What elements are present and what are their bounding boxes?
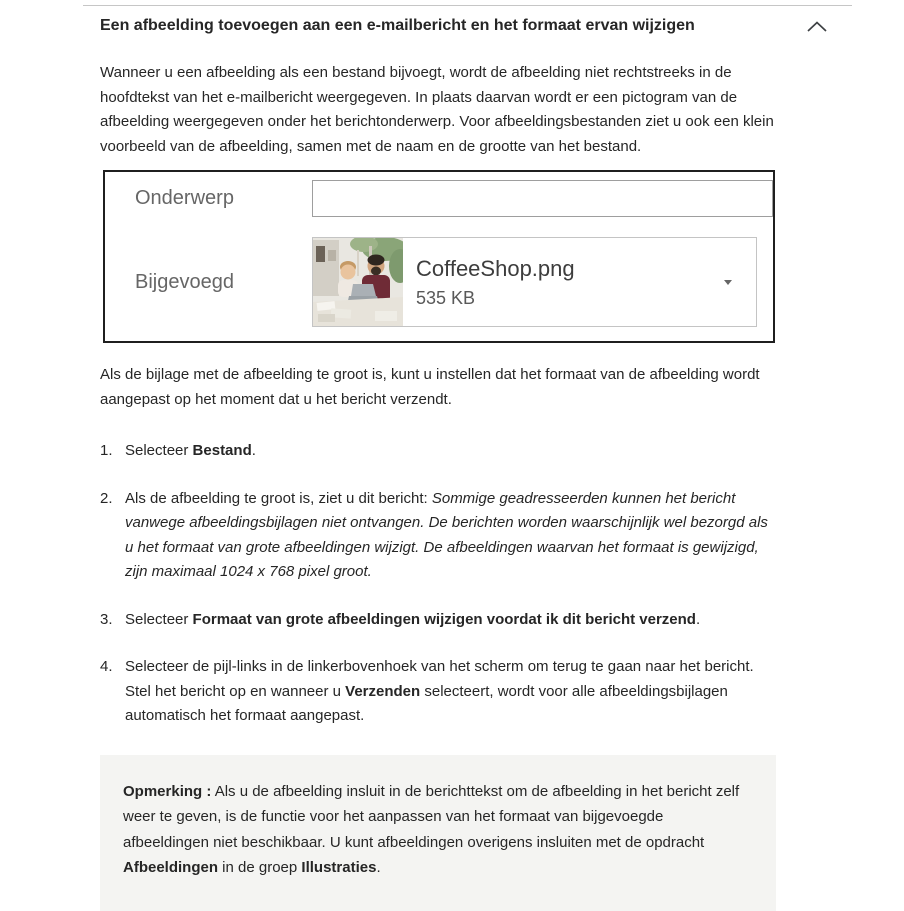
step-item bbox=[100, 439, 776, 464]
text-segment: Formaat van grote afbeeldingen wijzigen voordat ik dit bericht verzend bbox=[192, 610, 696, 628]
step-item bbox=[100, 487, 776, 585]
text-segment: Afbeeldingen bbox=[123, 859, 219, 876]
collapse-button[interactable] bbox=[802, 18, 832, 35]
chevron-up-icon bbox=[806, 21, 828, 36]
steps-list bbox=[100, 439, 776, 729]
step-number: 4. bbox=[100, 658, 113, 675]
subject-label: Onderwerp bbox=[135, 187, 234, 209]
text-segment: Bestand bbox=[192, 442, 252, 459]
caret-down-icon[interactable] bbox=[724, 280, 732, 285]
step-item bbox=[100, 655, 776, 729]
text-segment: . bbox=[251, 442, 256, 459]
step-number: 2. bbox=[100, 489, 113, 507]
note-text bbox=[123, 783, 739, 877]
subject-row bbox=[135, 180, 773, 217]
text-segment: Illustraties bbox=[301, 859, 377, 876]
text-segment: Opmerking : bbox=[123, 782, 212, 800]
step-number: 1. bbox=[100, 442, 113, 459]
text-segment: selecteert, wordt voor alle afbeeldingsbijlagen automatisch het formaat aangepast. bbox=[125, 682, 728, 724]
section-divider bbox=[83, 5, 852, 6]
body-paragraph: Als de bijlage met de afbeelding te groot is, kunt u instellen dat het formaat van de afbeelding wordt aangepast op het moment dat u het bericht verzendt. bbox=[100, 366, 760, 408]
step-text bbox=[125, 655, 776, 729]
step-text bbox=[125, 439, 776, 464]
text-segment: Sommige geadresseerden kunnen het bericht vanwege afbeeldingsbijlagen niet ontvangen. De berichten worden waarschijnlijk wel bezorgd als u het formaat van grote afbeeldingen wijzigt. De afbeeldingen waarvan het formaat is gewijzigd, zijn maximaal 1024 x 768 pixel groot. bbox=[125, 489, 768, 580]
text-segment: in de groep bbox=[218, 859, 302, 876]
text-segment: Selecteer bbox=[125, 442, 193, 459]
text-segment: . bbox=[376, 859, 381, 876]
text-segment: Selecteer bbox=[125, 610, 193, 628]
attachment-filesize: 535 KB bbox=[416, 287, 476, 308]
text-segment: Als de afbeelding te groot is, ziet u dit bericht: bbox=[125, 489, 432, 507]
subject-input[interactable] bbox=[312, 180, 773, 217]
text-segment: Selecteer de pijl-links in de linkerbovenhoek van het scherm om terug te gaan naar het bericht. Stel het bericht op en wanneer u bbox=[125, 658, 754, 700]
step-text bbox=[125, 487, 776, 585]
section-title: Een afbeelding toevoegen aan een e-mailbericht en het formaat ervan wijzigen bbox=[100, 17, 695, 34]
attachment-thumbnail-icon bbox=[313, 238, 403, 326]
attachment-info bbox=[403, 256, 575, 309]
attachment-filename: CoffeeShop.png bbox=[416, 255, 575, 281]
text-segment: Verzenden bbox=[345, 682, 421, 700]
step-text bbox=[125, 608, 776, 633]
intro-paragraph: Wanneer u een afbeelding als een bestand bijvoegt, wordt de afbeelding niet rechtstreeks in de hoofdtekst van het e-mailbericht weergegeven. In plaats daarvan wordt er een pictogram van de afbeelding weergegeven onder het berichtonderwerp. Voor afbeeldingsbestanden ziet u ook een klein voorbeeld van de afbeelding, samen met de naam en de grootte van het bestand. bbox=[100, 64, 774, 155]
attached-row bbox=[135, 237, 773, 327]
step-number: 3. bbox=[100, 610, 113, 628]
attachment-card[interactable] bbox=[312, 237, 757, 327]
email-example-box bbox=[103, 170, 775, 343]
article-section bbox=[100, 0, 776, 911]
step-item bbox=[100, 608, 776, 633]
text-segment: . bbox=[695, 610, 701, 628]
text-segment: Als u de afbeelding insluit in de berichttekst om de afbeelding in het bericht zelf weer te geven, is de functie voor het aanpassen van het formaat van bijgevoegde afbeeldingen niet beschikbaar. U kunt afbeeldingen overigens insluiten met de opdracht bbox=[123, 782, 740, 851]
note-box bbox=[100, 755, 776, 911]
attached-label: Bijgevoegd bbox=[135, 270, 234, 293]
